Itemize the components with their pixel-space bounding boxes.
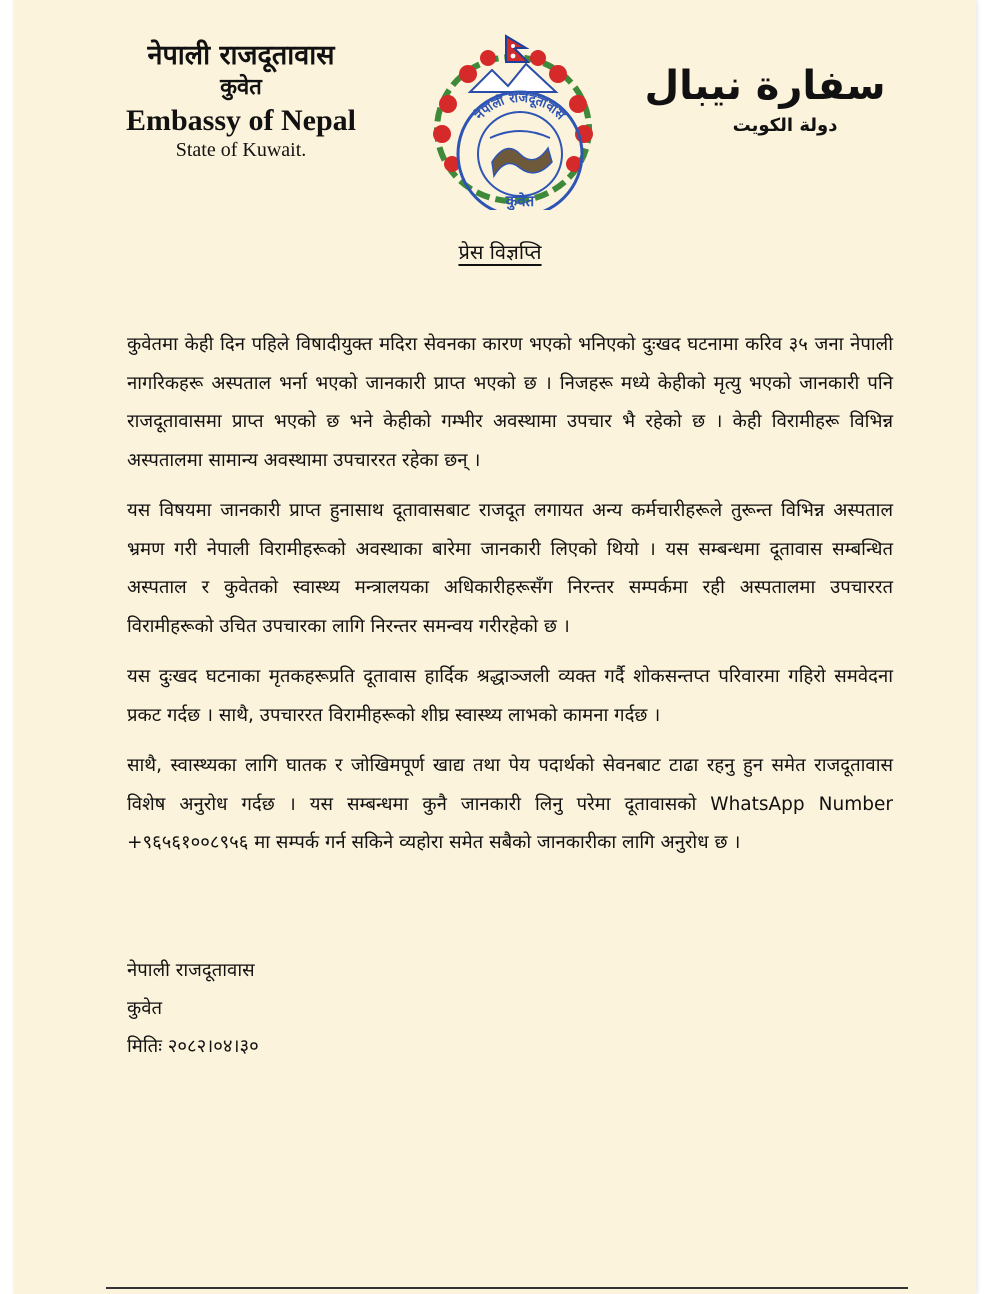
letterhead-right [610,62,920,138]
embassy-name-nepali: नेपाली राजदूतावास [147,40,335,71]
signature-name: नेपाली राजदूतावास [127,960,255,981]
embassy-location-english: State of Kuwait. [175,139,307,161]
embassy-seal-icon [430,34,596,210]
embassy-location-nepali: कुवेत [220,75,262,100]
signature-block [127,952,259,1066]
embassy-name-english: Embassy of Nepal [125,104,357,137]
seal-bottom-text: कुवेत [505,192,535,210]
signature-date: मितिः २०८२।०४।३० [127,1036,259,1057]
document-title [0,238,1000,266]
press-release-body [127,326,893,875]
svg-text:नेपाली राजदूतावास [471,91,568,124]
rhododendron-wreath [433,50,593,201]
paragraph: यस दुःखद घटनाका मृतकहरूप्रति दूतावास हार्दिक श्रद्धाञ्जली व्यक्त गर्दै शोकसन्तप्त परिवारमा गहिरो समवेदना प्रकट गर्दछ । साथै, उपचाररत विरामीहरूको शीघ्र स्वास्थ्य लाभको कामना गर्दछ । [127,666,893,726]
paragraph: साथै, स्वास्थ्यका लागि घातक र जोखिमपूर्ण खाद्य तथा पेय पदार्थको सेवनबाट टाढा रहनु हुन समेत राजदूतावास विशेष अनुरोध गर्दछ । यस सम्बन्धमा कुनै जानकारी लिनु परेमा दूतावासको WhatsApp Number +९६५६१००८९५६ मा सम्पर्क गर्न सकिने व्यहोरा समेत सबैको जानकारीका लागि अनुरोध छ । [127,755,893,853]
embassy-name-arabic: سفارة نيبال [644,63,886,109]
flag-icon [506,36,528,62]
paragraph: यस विषयमा जानकारी प्राप्त हुनासाथ दूतावासबाट राजदूत लगायत अन्य कर्मचारीहरूले तुरून्त विभिन्न अस्पताल भ्रमण गरी नेपाली विरामीहरूको अवस्थाका बारेमा जानकारी लिएको थियो । यस सम्बन्धमा दूतावास सम्बन्धित अस्पताल र कुवेतको स्वास्थ्य मन्त्रालयका अधिकारीहरूसँग निरन्तर सम्पर्कमा रही अस्पतालमा उपचाररत विरामीहरूको उचित उपचारका लागि निरन्तर समन्वय गरीरहेको छ । [127,500,893,637]
seal-top-text: नेपाली राजदूतावास [472,90,568,124]
paragraph: कुवेतमा केही दिन पहिले विषादीयुक्त मदिरा सेवनका कारण भएको भनिएको दुःखद घटनामा करिव ३५ जना नेपाली नागरिकहरू अस्पताल भर्ना भएको जानकारी प्राप्त भएको छ । निजहरू मध्ये केहीको मृत्यु भएको जानकारी पनि राजदूतावासमा प्राप्त भएको छ भने केहीको गम्भीर अवस्थामा उपचार भै रहेको छ । केही विरामीहरू विभिन्न अस्पतालमा सामान्य अवस्थामा उपचाररत रहेका छन् । [127,334,893,471]
letterhead-left [96,40,386,162]
mountain-icon [470,64,556,92]
embassy-location-arabic: دولة الكويت [732,115,838,136]
press-release-title: प्रेस विज्ञप्ति [458,240,542,264]
signature-location: कुवेत [127,998,163,1019]
footer-divider [106,1287,908,1289]
